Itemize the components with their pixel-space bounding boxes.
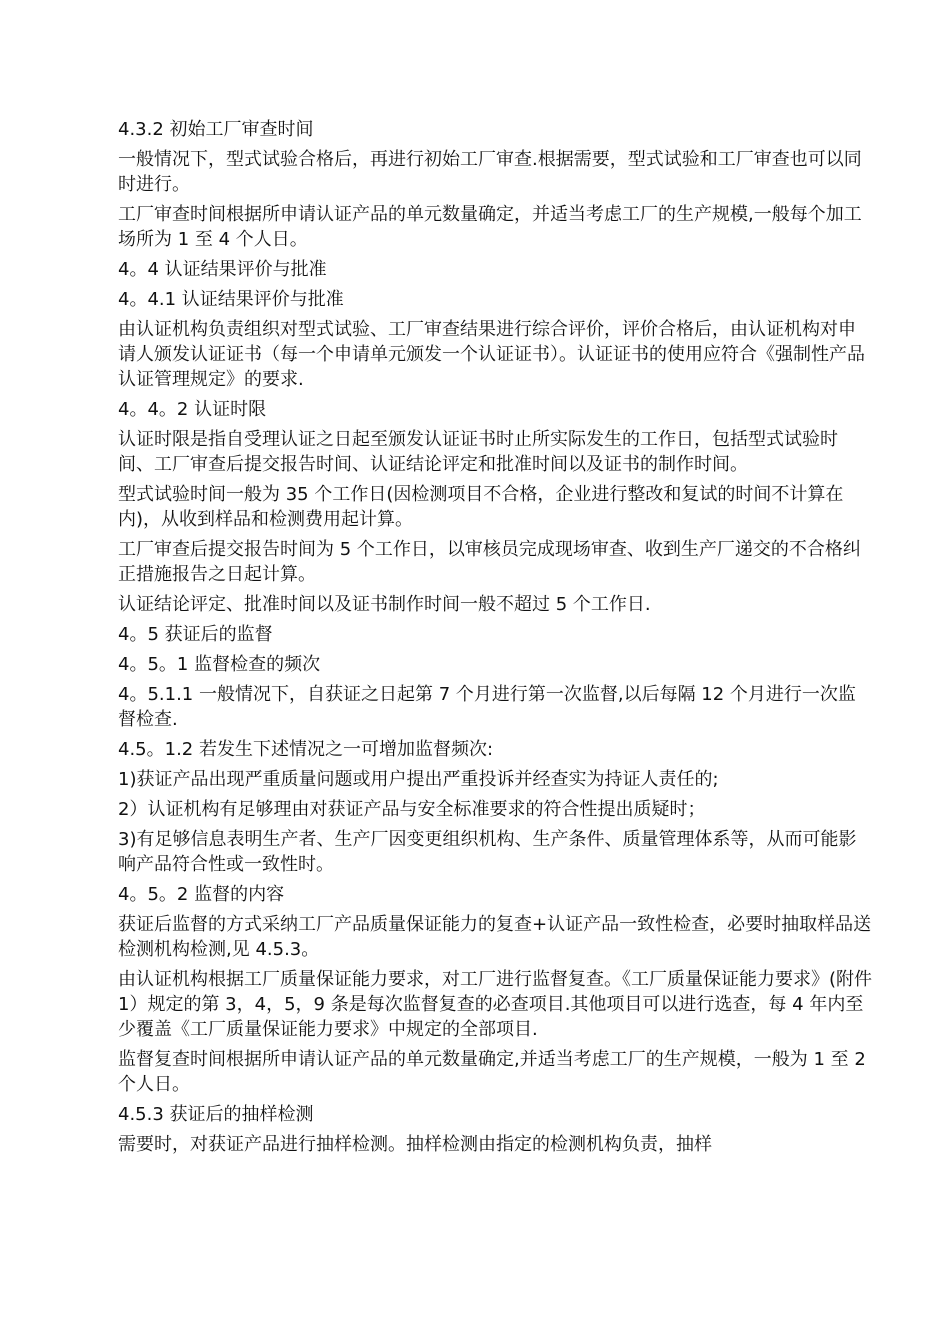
list-item-3: 3)有足够信息表明生产者、生产厂因变更组织机构、生产条件、质量管理体系等，从而可能影响产品符合性或一致性时。 [118, 829, 857, 875]
section-heading-4-5-2: 4。5。2 监督的内容 [118, 884, 285, 905]
section-heading-4-4-2: 4。4。2 认证时限 [118, 399, 267, 420]
paragraph-type-test-time: 型式试验时间一般为 35 个工作日(因检测项目不合格，企业进行整改和复试的时间不计算在内)，从收到样品和检测费用起计算。 [118, 484, 844, 530]
paragraph-review-duration: 监督复查时间根据所申请认证产品的单元数量确定,并适当考虑工厂的生产规模，一般为 1 至 2 个人日。 [118, 1049, 866, 1095]
section-heading-4-5-3: 4.5.3 获证后的抽样检测 [118, 1104, 314, 1125]
list-item-2: 2）认证机构有足够理由对获证产品与安全标准要求的符合性提出质疑时； [118, 799, 706, 820]
paragraph-supervision-method: 获证后监督的方式采纳工厂产品质量保证能力的复查+认证产品一致性检查，必要时抽取样品送检测机构检测,见 4.5.3。 [118, 914, 872, 960]
section-heading-4-5: 4。5 获证后的监督 [118, 624, 273, 645]
paragraph-initial-audit-timing: 一般情况下，型式试验合格后，再进行初始工厂审查.根据需要，型式试验和工厂审查也可以同时进行。 [118, 149, 862, 195]
paragraph-4-5-1-1: 4。5.1.1 一般情况下，自获证之日起第 7 个月进行第一次监督,以后每隔 12 个月进行一次监督检查. [118, 684, 856, 730]
paragraph-evaluation-approval: 由认证机构负责组织对型式试验、工厂审查结果进行综合评价，评价合格后，由认证机构对申请人颁发认证证书（每一个申请单元颁发一个认证证书）。认证证书的使用应符合《强制性产品认证管理规定》的要求. [118, 319, 865, 390]
section-heading-4-4-1: 4。4.1 认证结果评价与批准 [118, 289, 344, 310]
list-item-1: 1)获证产品出现严重质量问题或用户提出严重投诉并经查实为持证人责任的; [118, 769, 719, 790]
paragraph-supervision-review: 由认证机构根据工厂质量保证能力要求，对工厂进行监督复查。《工厂质量保证能力要求》(附件 1）规定的第 3，4，5，9 条是每次监督复查的必查项目.其他项目可以进行选查，每 4 年内至少覆盖《工厂质量保证能力要求》中规定的全部项目. [118, 969, 873, 1040]
paragraph-report-time: 工厂审查后提交报告时间为 5 个工作日，以审核员完成现场审查、收到生产厂递交的不合格纠正措施报告之日起计算。 [118, 539, 861, 585]
section-heading-4-4: 4。4 认证结果评价与批准 [118, 259, 327, 280]
paragraph-time-limit-definition: 认证时限是指自受理认证之日起至颁发认证证书时止所实际发生的工作日，包括型式试验时间、工厂审查后提交报告时间、认证结论评定和批准时间以及证书的制作时间。 [118, 429, 838, 475]
section-heading-4-3-2: 4.3.2 初始工厂审查时间 [118, 119, 314, 140]
document-body [118, 117, 873, 1157]
paragraph-audit-duration: 工厂审查时间根据所申请认证产品的单元数量确定，并适当考虑工厂的生产规模,一般每个加工场所为 1 至 4 个人日。 [118, 204, 862, 250]
paragraph-sampling-test: 需要时，对获证产品进行抽样检测。抽样检测由指定的检测机构负责，抽样 [118, 1134, 712, 1155]
paragraph-4-5-1-2: 4.5。1.2 若发生下述情况之一可增加监督频次: [118, 739, 494, 760]
paragraph-certificate-time: 认证结论评定、批准时间以及证书制作时间一般不超过 5 个工作日. [118, 594, 651, 615]
section-heading-4-5-1: 4。5。1 监督检查的频次 [118, 654, 321, 675]
